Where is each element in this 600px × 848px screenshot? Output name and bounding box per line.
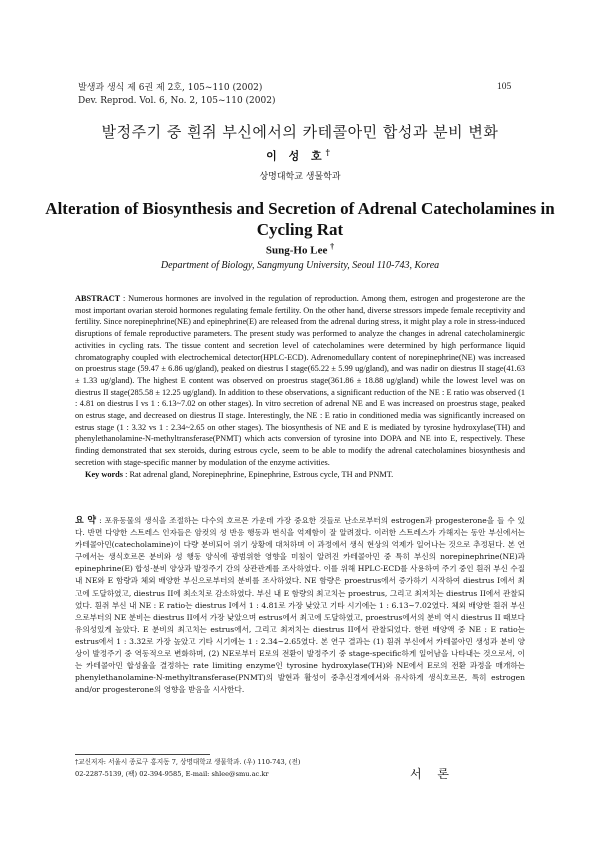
affiliation-korean: 상명대학교 생물학과 <box>259 172 341 182</box>
page-number: 105 <box>497 82 512 92</box>
abstract-text: : Numerous hormones are involved in the regulation of reproduction. Among them, estrogen and progesterone are the most important ovarian steroid hormones regulating female fertility. On the other hand, diverse stressors impede female receptivity and fertility. Since norepinephrine(NE) and epinephrine(E) are released from the adrenal during stress, it might play a role in stress-induced disruptions of female reproductive parameters. The present study was performed to analyze the changes in adrenal catecholaminergic activities in cycling rats. The tissue content and secretion level of catecholamines were determined by high performance liquid chromatography coupled with electrochemical detector(HPLC-ECD). Adrenomedullary content of norepinephrine(NE) was increased on proestrus stage (59.47 ± 6.86 ug/gland), peaked on diestrus I stage(65.22 ± 5.99 ug/gland), and was nadir on diestrus II stage(41.63 ± 1.33 ug/gland). The highest E content was observed on proestrus stage(361.86 ± 18.88 ug/gland) while the lowest level was on diestrus II stage(285.58 ± 12.25 ug/gland). In addition to these observations, a significant reduction of the NE : E ratio was observed (1 : 4.81 on diestrus I vs 1 : 6.13~7.02 on other stages). In vitro secretion of adrenal NE and E was increased on proestrus stage, peaked on estrus stage, and decreased on diestrus II stage. Interestingly, the NE : E ratio in conditioned media was significantly increased on estrus stage (1 : 3.32 vs 1 : 2.34~2.65 on other stages). The biosynthesis of NE and E is mediated by tyrosine hydroxylase(TH) and phenylethanolamine-N-methyltransferase(PNMT) which acts conversion of tyrosine into DOPA and NE into E, respectively. These finding demonstrated that sex steroids, during estrous cycle, seem to be able to modify the adrenal catecholamines biosynthesis and secretion with stage-specific manner by modulation of the enzyme activities. <box>75 294 525 467</box>
author-english <box>0 242 600 257</box>
keywords <box>75 469 525 481</box>
corresponding-author-mark-en: † <box>330 242 335 251</box>
author-english-name: Sung-Ho Lee <box>265 244 328 257</box>
abstract-korean-text: : 포유동물의 생식을 조절하는 다수의 호르몬 가운데 가장 중요한 것들로 난소로부터의 estrogen과 progesterone을 들 수 있다. 반면 다양한 스트레스 인자들은 암컷의 성 반응 행동과 번식을 억제함이 잘 알려졌다. 이러한 스트레스가 가해지는 동안 부신에서는 카테콜아민(catecholamine)이 다량 분비되어 위기 상황에 대처하며 이 과정에서 생식 현상의 억제가 일어나는 것으로 추정된다. 본 연구에서는 생식호르몬 분비와 성 행동 양식에 광범위한 영향을 미침이 알려진 카테콜아민 중 특히 부신의 norepinephrine(NE)과 epinephrine(E) 합성·분비 양상과 발정주기 간의 상관관계를 조사하였다. 이를 위해 HPLC-ECD를 사용하여 주기 중인 흰쥐 부신 수질내 NE와 E 함량과 체외 배양한 부신으로부터의 분비를 조사하였다. NE 함량은 proestrus에서 증가하기 시작하여 diestrus I에서 최고에 도달하였고, diestrus II에 최소치로 감소하였다. 부신 내 E 함량의 최고치는 proestrus, 그리고 최저치는 diestrus II에서 관찰되었다. 흰쥐 부신 내 NE : E ratio는 diestrus I에서 1 : 4.81로 가장 낮았고 기타 시기에는 1 : 6.13~7.02였다. 체외 배양한 흰쥐 부신으로부터의 NE 분비는 diestrus II에서 가장 낮았으며 estrus에서 최고에 도달하였고, proestrus에서의 분비 역시 diestrus II 때보다 유의성있게 높았다. E 분비의 최고치는 estrus에서, 그리고 최저치는 diestrus II에서 관찰되었다. 한편 배양액 중 NE : E ratio는 estrus에서 1 : 3.32로 가장 높았고 기타 시기에는 1 : 2.34~2.65였다. 본 연구 결과는 (1) 흰쥐 부신에서 카테콜아민 생성과 분비 양상이 발정주기 중 역동적으로 변화하며, (2) NE로부터 E로의 전환이 발정주기 중 stage-specific하게 일어남을 나타내는 것으로서, 이는 카테콜아민 합성율을 결정하는 rate limiting enzyme인 tyrosine hydroxylase(TH)와 NE에서 E로의 전환 과정을 매개하는 phenylethanolamine-N-methyltransferase(PNMT)의 발현과 활성이 중추신경계에서와 유사하게 생식호르몬, 특히 estrogen and/or progesterone의 영향을 받음을 시사한다. <box>75 516 525 695</box>
footnote-divider <box>75 754 210 755</box>
abstract-korean <box>75 515 525 696</box>
keywords-text: : Rat adrenal gland, Norepinephrine, Epinephrine, Estrous cycle, TH and PNMT. <box>123 469 394 479</box>
journal-citation-kr: 발생과 생식 제 6권 제 2호, 105~110 (2002) <box>78 83 263 93</box>
abstract-label: ABSTRACT <box>75 294 121 303</box>
title-korean: 발정주기 중 흰쥐 부신에서의 카테콜아민 합성과 분비 변화 <box>101 123 499 141</box>
author-korean-name: 이 성 호 <box>266 149 326 163</box>
keywords-label: Key words <box>85 469 124 479</box>
affiliation-english: Department of Biology, Sangmyung University, Seoul 110-743, Korea <box>160 260 440 271</box>
title-english: Alteration of Biosynthesis and Secretion of Adrenal Catecholamines in Cycling Rat <box>45 199 555 239</box>
section-heading-introduction: 서 론 <box>410 767 455 781</box>
journal-header <box>78 82 275 108</box>
corresponding-author-mark: † <box>325 147 334 157</box>
correspondence-footnote: †교신저자: 서울시 종로구 홍지동 7, 상명대학교 생물학과. (우) 110-743, (전) 02-2287-5139, (팩) 02-394-9585, E-mail: shlee@smu.ac.kr <box>75 758 301 778</box>
abstract-body <box>75 293 525 469</box>
abstract-korean-label: 요 약 <box>75 516 97 526</box>
abstract-english <box>75 293 525 480</box>
journal-citation-en: Dev. Reprod. Vol. 6, No. 2, 105~110 (2002) <box>78 96 276 106</box>
author-korean <box>0 147 600 164</box>
